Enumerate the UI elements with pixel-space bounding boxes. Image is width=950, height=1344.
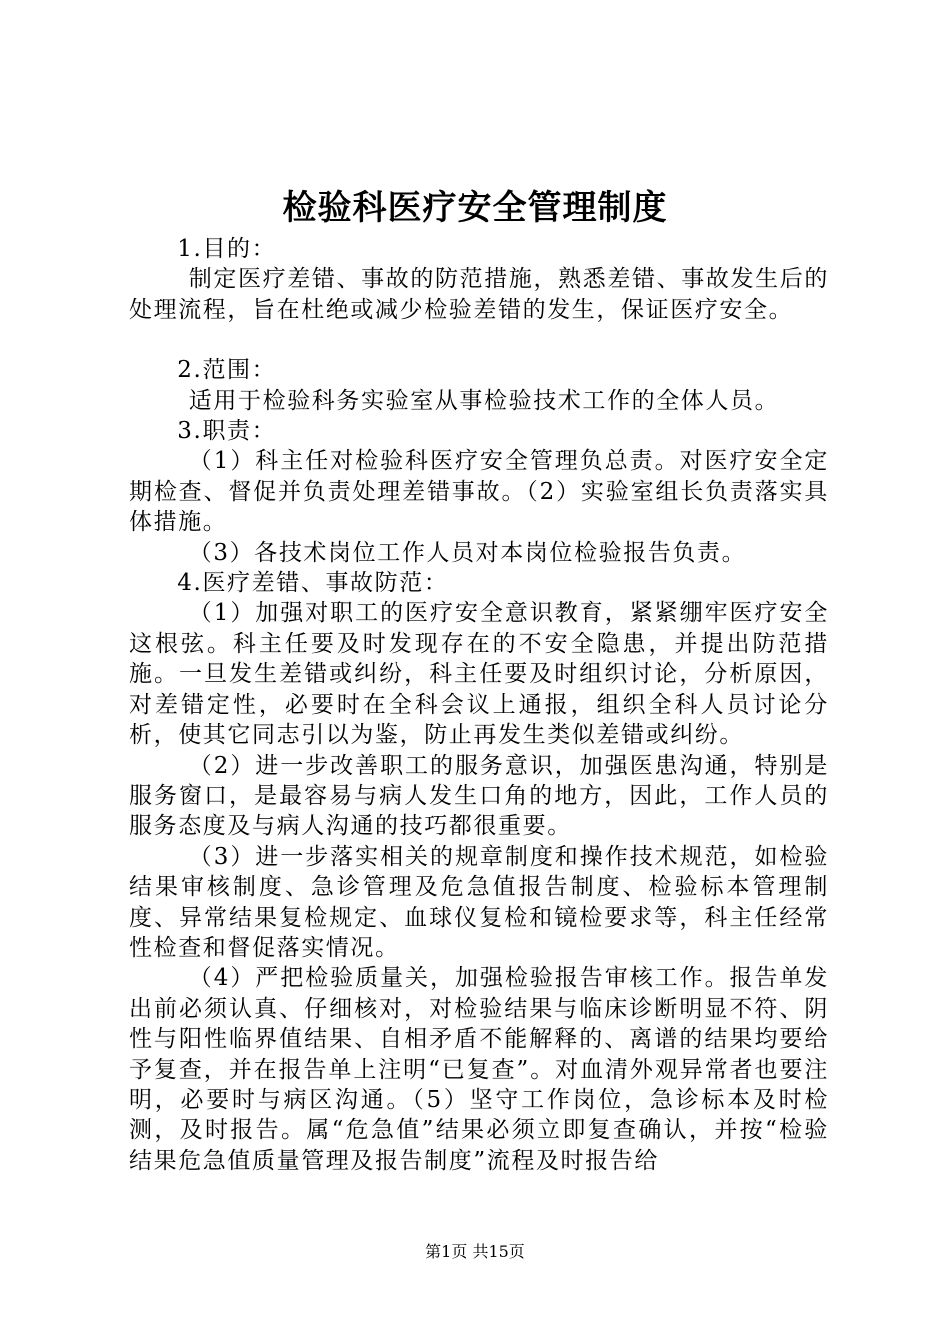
- paragraph-duty-3: （3）各技术岗位工作人员对本岗位检验报告负责。: [188, 539, 747, 566]
- paragraph-purpose: 制定医疗差错、事故的防范措施，熟悉差错、事故发生后的处理流程，旨在杜绝或减少检验差错的发生，保证医疗安全。: [129, 266, 829, 323]
- paragraph-prevention-3: （3）进一步落实相关的规章制度和操作技术规范，如检验结果审核制度、急诊管理及危急值报告制度、检验标本管理制度、异常结果复检规定、血球仪复检和镜检要求等，科主任经常性检查和督促落实情况。: [129, 843, 829, 961]
- section-heading-duties: 3.职责：: [177, 418, 277, 445]
- paragraph-scope: 适用于检验科务实验室从事检验技术工作的全体人员。: [188, 387, 780, 414]
- paragraph-prevention-4-5: （4）严把检验质量关，加强检验报告审核工作。报告单发出前必须认真、仔细核对，对检验结果与临床诊断明显不符、阴性与阳性临界值结果、自相矛盾不能解释的、离谱的结果均要给予复查，并在报告单上注明“已复查”。对血清外观异常者也要注明，必要时与病区沟通。（5）坚守工作岗位，急诊标本及时检测，及时报告。属“危急值”结果必须立即复查确认，并按“检验结果危急值质量管理及报告制度”流程及时报告给: [129, 965, 829, 1174]
- document-title: 检验科医疗安全管理制度: [282, 188, 668, 228]
- section-heading-scope: 2.范围：: [177, 357, 277, 384]
- document-body: [129, 234, 829, 1176]
- page-number-footer: 第1页 共15页: [425, 1242, 525, 1261]
- paragraph-prevention-2: （2）进一步改善职工的服务意识，加强医患沟通，特别是服务窗口，是最容易与病人发生口角的地方，因此，工作人员的服务态度及与病人沟通的技巧都很重要。: [129, 752, 829, 840]
- section-heading-purpose: 1.目的：: [177, 236, 277, 262]
- paragraph-prevention-1: （1）加强对职工的医疗安全意识教育，紧紧绷牢医疗安全这根弦。科主任要及时发现存在的不安全隐患，并提出防范措施。一旦发生差错或纠纷，科主任要及时组织讨论，分析原因，对差错定性，必要时在全科会议上通报，组织全科人员讨论分析，使其它同志引以为鉴，防止再发生类似差错或纠纷。: [129, 600, 829, 749]
- paragraph-duty-1-2: （1）科主任对检验科医疗安全管理负总责。对医疗安全定期检查、督促并负责处理差错事故。（2）实验室组长负责落实具体措施。: [129, 448, 829, 536]
- section-heading-prevention: 4.医疗差错、事故防范：: [177, 570, 449, 597]
